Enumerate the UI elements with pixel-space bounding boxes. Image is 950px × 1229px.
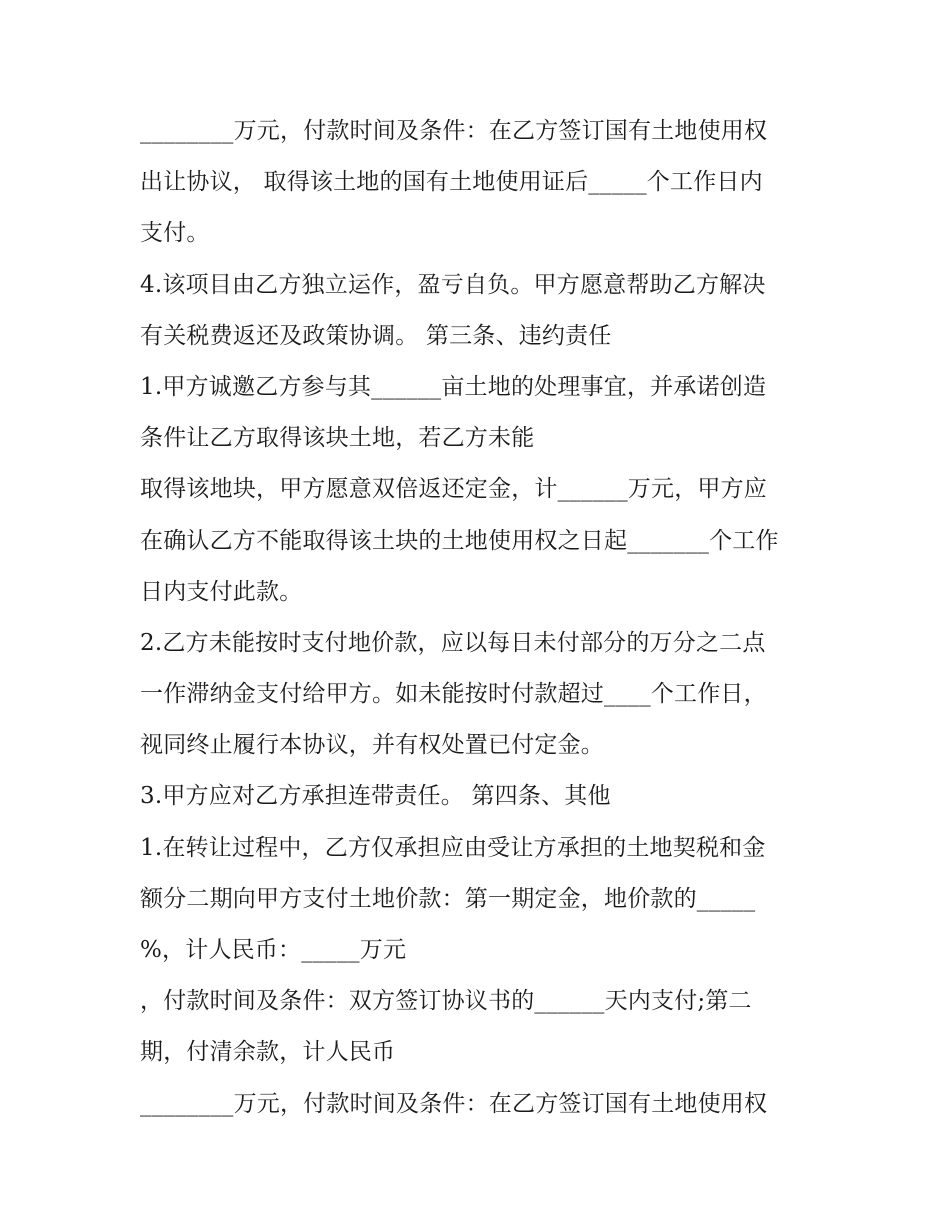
document-body xyxy=(140,106,820,1130)
text-line: 出让协议， 取得该土地的国有土地使用证后_____个工作日内 xyxy=(140,169,763,196)
text-line: 1.甲方诚邀乙方参与其______亩土地的处理事宜，并承诺创造 xyxy=(140,373,767,400)
text-line: 3.甲方应对乙方承担连带责任。 第四条、其他 xyxy=(140,783,611,810)
text-line: 支付。 xyxy=(140,220,210,247)
text-line: 视同终止履行本协议，并有权处置已付定金。 xyxy=(140,732,604,759)
text-line: 日内支付此款。 xyxy=(140,578,303,605)
text-line: 4.该项目由乙方独立运作，盈亏自负。甲方愿意帮助乙方解决 xyxy=(140,271,766,298)
text-line: ________万元，付款时间及条件：在乙方签订国有土地使用权 xyxy=(140,1090,768,1117)
text-line: 期，付清余款，计人民币 xyxy=(140,1039,396,1066)
text-line: 额分二期向甲方支付土地价款：第一期定金，地价款的_____ xyxy=(140,885,756,912)
text-line: 取得该地块，甲方愿意双倍返还定金，计______万元，甲方应 xyxy=(140,476,767,503)
text-line: ，付款时间及条件：双方签订协议书的______天内支付;第二 xyxy=(140,988,752,1015)
text-line: 一作滞纳金支付给甲方。如未能按时付款超过____个工作日， xyxy=(140,681,767,708)
text-line: ________万元，付款时间及条件：在乙方签订国有土地使用权 xyxy=(140,118,768,144)
text-line: 条件让乙方取得该块土地，若乙方未能 xyxy=(140,425,535,452)
text-line: %，计人民币：_____万元 xyxy=(140,937,407,963)
text-line: 有关税费返还及政策协调。 第三条、违约责任 xyxy=(140,322,612,349)
text-line: 在确认乙方不能取得该土块的土地使用权之日起_______个工作 xyxy=(140,527,779,554)
text-line: 2.乙方未能按时支付地价款，应以每日未付部分的万分之二点 xyxy=(140,629,766,656)
text-line: 1.在转让过程中，乙方仅承担应由受让方承担的土地契税和金 xyxy=(140,834,766,861)
